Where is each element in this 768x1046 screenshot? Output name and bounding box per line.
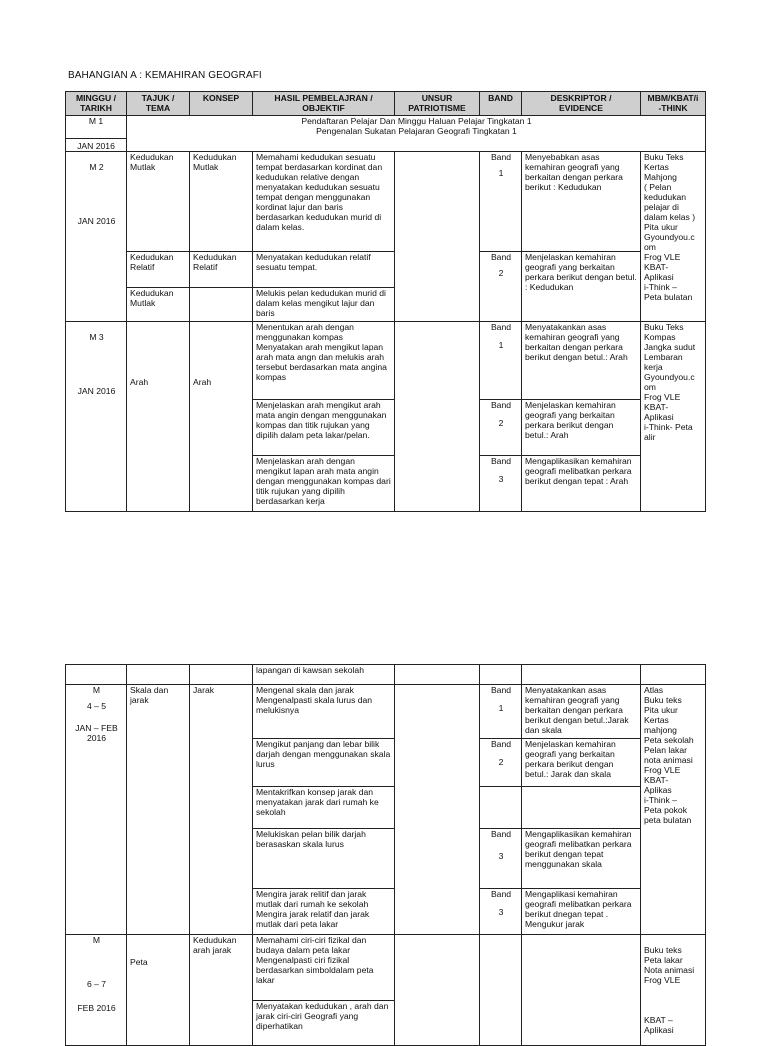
mbm-m67-1: Buku teks Peta lakar Nota animasi Frog VLE	[644, 945, 695, 985]
hasil-m2-1: Memahami kedudukan sesuatu tempat berdasarkan kordinat dan kedudukan relative dengan menyatakan kedudukan sesuatu tempat dengan menggunakan kordinat lajur dan baris berdasarkan kedudukan murid di dalam kelas.	[253, 152, 395, 252]
band-num-m45-2: 2	[498, 757, 504, 767]
konsep-m2-2: Kedudukan Relatif	[190, 252, 253, 288]
hasil-continuation: lapangan di kawsan sekolah	[253, 665, 395, 685]
band-label-m2-1: Band	[490, 152, 512, 162]
band-num-m45-5: 3	[498, 907, 504, 917]
tajuk-m2-2: Kedudukan Relatif	[127, 252, 190, 288]
band-num-m45-4: 3	[498, 851, 504, 861]
desk-m3-1: Menyatakankan asas kemahiran geografi yang berkaitan dengan perkara berikut dengan betul.: Arah	[522, 322, 641, 400]
hasil-m3-3: Menjelaskan arah dengan mengikut lapan arah mata angin dengan menggunakan kompas dari titik rujukan yang dipilih berdasarkan kerja	[253, 456, 395, 512]
desk-m45-4: Mengaplikasikan kemahiran geografi melibatkan perkara berikut dengan tepat menggunakan skala	[522, 829, 641, 889]
header-deskriptor: DESKRIPTOR / EVIDENCE	[522, 92, 641, 116]
desk-m2-2: Menjelaskan kemahiran geografi yang berkaitan perkara berikut dengan betul. : Kedudukan	[522, 252, 641, 322]
band-label-m3-1: Band	[490, 322, 512, 332]
hasil-m3-1: Menentukan arah dengan menggunakan kompas Menyatakan arah mengikut lapan arah mata angn dan melukis arah tersebut berdasarkan mata angina kompas	[253, 322, 395, 400]
hasil-m2-2: Menyatakan kedudukan relatif sesuatu tempat.	[253, 252, 395, 288]
tajuk-m67: Peta	[130, 957, 148, 967]
hasil-m67-2: Menyatakan kedudukan , arah dan jarak ciri-ciri Geografi yang diperhatikan	[253, 1000, 395, 1045]
week-range-m67: 6 – 7	[86, 979, 107, 989]
lesson-plan-table-2	[65, 664, 706, 1046]
date-m1: JAN 2016	[66, 138, 126, 151]
band-num-m2-1: 1	[498, 168, 504, 178]
date-m67: FEB 2016	[77, 1003, 116, 1013]
mbm-m3: Buku Teks Kompas Jangka sudut Lembaran kerja Gyoundyou.c om Frog VLE KBAT- Aplikasi i-Think- Peta alir	[641, 322, 706, 512]
konsep-m2-1: Kedudukan Mutlak	[190, 152, 253, 252]
konsep-m45: Jarak	[190, 685, 253, 935]
desk-m3-3: Mengaplikasikan kemahiran geografi melibatkan perkara berikut dengan tepat : Arah	[522, 456, 641, 512]
header-hasil: HASIL PEMBELAJRAN / OBJEKTIF	[253, 92, 395, 116]
hasil-m2-3: Melukis pelan kedudukan murid di dalam kelas mengikut lajur dan baris	[253, 288, 395, 322]
week-m45: M	[92, 685, 101, 695]
hasil-m45-5: Mengira jarak relitif dan jarak mutlak dari rumah ke sekolah Mengira jarak relatif dan jarak mutlak dari peta lakar	[253, 889, 395, 935]
week-range-m45: 4 – 5	[86, 701, 107, 711]
hasil-m45-1: Mengenal skala dan jarak Mengenalpasti skala lurus dan melukisnya	[253, 685, 395, 739]
unsur-m3	[395, 322, 480, 512]
unsur-m67	[395, 935, 480, 1046]
header-unsur: UNSUR PATRIOTISME	[395, 92, 480, 116]
header-band: BAND	[480, 92, 522, 116]
table-row-m67-1	[66, 935, 706, 1001]
band-num-m3-3: 3	[498, 474, 504, 484]
konsep-m3: Arah	[193, 377, 212, 387]
band-label-m45-1: Band	[490, 685, 512, 695]
table-row-m2-2	[66, 252, 706, 288]
table-header-row	[66, 92, 706, 116]
mbm-m67-2: KBAT – Aplikasi	[644, 1015, 674, 1035]
header-minggu: MINGGU / TARIKH	[66, 92, 127, 116]
band-label-m45-5: Band	[490, 889, 512, 899]
hasil-m45-4: Melukiskan pelan bilik darjah berasaskan skala lurus	[253, 829, 395, 889]
band-num-m3-2: 2	[498, 418, 504, 428]
header-tajuk: TAJUK / TEMA	[127, 92, 190, 116]
band-num-m3-1: 1	[498, 340, 504, 350]
band-label-m2-2: Band	[490, 252, 512, 262]
week-m1: M 1	[88, 116, 104, 126]
table-row-continuation	[66, 665, 706, 685]
desk-m45-2: Menjelaskan kemahiran geografi yang berkaitan perkara berikut dengan betul.: Jarak dan skala	[522, 739, 641, 787]
band-num-m2-2: 2	[498, 268, 504, 278]
header-konsep: KONSEP	[190, 92, 253, 116]
desk-m3-2: Menjelaskan kemahiran geografi yang berkaitan perkara berikut dengan betul.: Arah	[522, 400, 641, 456]
unsur-m45	[395, 685, 480, 935]
mbm-m45: Atlas Buku teks Pita ukur Kertas mahjong Peta sekolah Pelan lakar nota animasi Frog VLE KBAT- Aplikas i-Think – Peta pokok peta bulatan	[641, 685, 706, 935]
week-m67: M	[92, 935, 101, 945]
band-label-m3-2: Band	[490, 400, 512, 410]
desk-m2-1: Menyebabkan asas kemahiran geografi yang berkaitan dengan perkara berikut : Kedudukan	[522, 152, 641, 252]
unsur-m2	[395, 152, 480, 322]
m1-note-1: Pendaftaran Pelajar Dan Minggu Haluan Pelajar Tingkatan 1	[301, 116, 532, 126]
hasil-m3-2: Menjelaskan arah mengikut arah mata angin dengan menggunakan kompas dan titik rujukan yang dipilih dalam peta lakar/pelan.	[253, 400, 395, 456]
mbm-m2: Buku Teks Kertas Mahjong ( Pelan kedudukan pelajar di dalam kelas ) Pita ukur Gyoundyou.c om Frog VLE KBAT- Aplikasi i-Think – Peta bulatan	[641, 152, 706, 322]
table-row-m1	[66, 116, 706, 152]
header-mbm: MBM/KBAT/i -THINK	[641, 92, 706, 116]
table-row-m2-1	[66, 152, 706, 252]
band-num-m45-1: 1	[498, 703, 504, 713]
date-m3: JAN 2016	[77, 386, 116, 396]
table-row-m3-1	[66, 322, 706, 400]
band-label-m45-4: Band	[490, 829, 512, 839]
band-label-m3-3: Band	[490, 456, 512, 466]
tajuk-m3: Arah	[130, 377, 149, 387]
week-m2: M 2	[89, 162, 104, 172]
tajuk-m2-1: Kedudukan Mutlak	[127, 152, 190, 252]
desk-m45-1: Menyatakankan asas kemahiran geografi yang berkaitan dengan perkara berikut dengan betul.:Jarak dan skala	[522, 685, 641, 739]
table-row-m45-1	[66, 685, 706, 739]
lesson-plan-table-1	[65, 91, 706, 512]
konsep-m67: Kedudukan arah jarak	[190, 935, 253, 1046]
konsep-m2-3	[190, 288, 253, 322]
desk-m45-5: Mengaplikasi kemahiran geografi melibatkan perkara berikut dnegan tepat . Mengukur jarak	[522, 889, 641, 935]
hasil-m45-3: Mentakrifkan konsep jarak dan menyatakan jarak dari rumah ke sekolah	[253, 787, 395, 829]
week-m3: M 3	[89, 332, 104, 342]
m1-note-2: Pengenalan Sukatan Pelajaran Geografi Tingkatan 1	[316, 126, 517, 136]
tajuk-m2-3: Kedudukan Mutlak	[127, 288, 190, 322]
date-m45: JAN – FEB 2016	[75, 723, 118, 743]
band-label-m45-2: Band	[490, 739, 512, 749]
section-heading: BAHANGIAN A : KEMAHIRAN GEOGRAFI	[68, 70, 262, 81]
tajuk-m45: Skala dan jarak	[127, 685, 190, 935]
hasil-m67-1: Memahami ciri-ciri fizikal dan budaya dalam peta lakar Mengenalpasti ciri fizikal berdasarkan simboldalam peta lakar	[253, 935, 395, 1001]
date-m2: JAN 2016	[77, 216, 116, 226]
hasil-m45-2: Mengikut panjang dan lebar bilik darjah dengan menggunakan skala lurus	[253, 739, 395, 787]
